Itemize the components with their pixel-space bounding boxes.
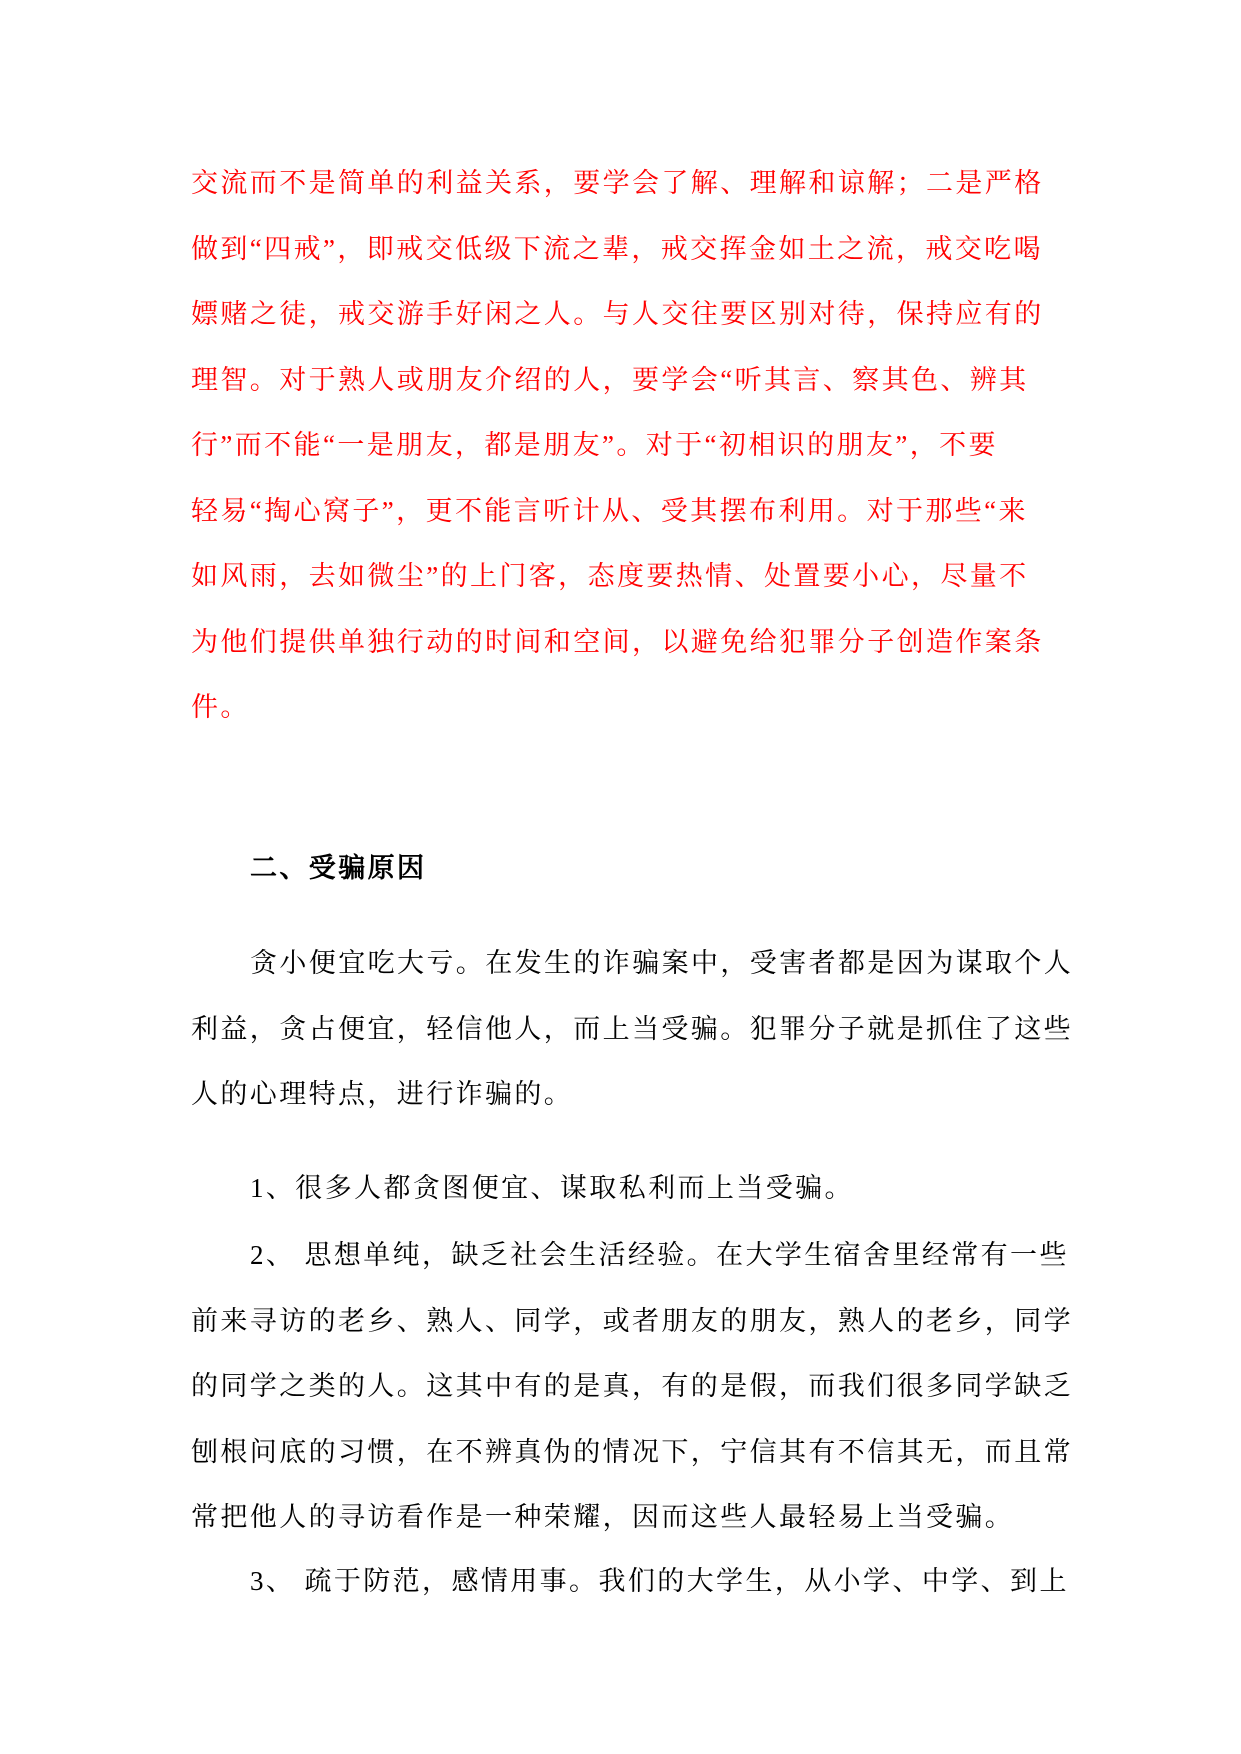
paragraph-line: 利益，贪占便宜，轻信他人，而上当受骗。犯罪分子就是抓住了这些: [191, 1013, 1073, 1044]
greed-paragraph: [191, 931, 1091, 1128]
paragraph-line: 为他们提供单独行动的时间和空间，以避免给犯罪分子创造作案条: [191, 626, 1044, 657]
paragraph-line: 常把他人的寻访看作是一种荣耀，因而这些人最轻易上当受骗。: [191, 1502, 1015, 1532]
section-heading-block: [191, 836, 1091, 902]
list-item-2: [191, 1223, 1091, 1551]
paragraph-line: 前来寻访的老乡、熟人、同学，或者朋友的朋友，熟人的老乡，同学: [191, 1305, 1073, 1336]
list-item-1: [191, 1156, 1091, 1222]
paragraph-line: 刨根问底的习惯，在不辨真伪的情况下，宁信其有不信其无，而且常: [191, 1436, 1073, 1467]
paragraph-line: 做到“四戒”，即戒交低级下流之辈，戒交挥金如土之流，戒交吃喝: [191, 233, 1043, 264]
paragraph-line: 1、很多人都贪图便宜、谋取私利而上当受骗。: [250, 1173, 854, 1203]
paragraph-line: 交流而不是简单的利益关系，要学会了解、理解和谅解；二是严格: [191, 168, 1044, 198]
paragraph-line: 的同学之类的人。这其中有的是真，有的是假，而我们很多同学缺乏: [191, 1371, 1073, 1401]
paragraph-line: 轻易“掏心窝子”，更不能言听计从、受其摆布利用。对于那些“来: [191, 495, 1028, 526]
paragraph-line: 嫖赌之徒，戒交游手好闲之人。与人交往要区别对待，保持应有的: [191, 299, 1044, 329]
list-item-3: [191, 1549, 1091, 1615]
paragraph-line: 人的心理特点，进行诈骗的。: [191, 1079, 574, 1109]
paragraph-line: 理智。对于熟人或朋友介绍的人，要学会“听其言、察其色、辨其: [191, 364, 1029, 395]
section-heading: 二、受骗原因: [250, 853, 427, 883]
paragraph-line: 件。: [191, 692, 250, 722]
paragraph-line: 行”而不能“一是朋友，都是朋友”。对于“初相识的朋友”，不要: [191, 430, 998, 460]
paragraph-line: 如风雨，去如微尘”的上门客，态度要热情、处置要小心，尽量不: [191, 561, 1029, 591]
paragraph-line: 3、 疏于防范，感情用事。我们的大学生，从小学、中学、到上: [250, 1566, 1069, 1596]
paragraph-line: 贪小便宜吃大亏。在发生的诈骗案中，受害者都是因为谋取个人: [250, 948, 1074, 978]
red-paragraph: [191, 151, 1091, 741]
paragraph-line: 2、 思想单纯，缺乏社会生活经验。在大学生宿舍里经常有一些: [250, 1240, 1069, 1270]
